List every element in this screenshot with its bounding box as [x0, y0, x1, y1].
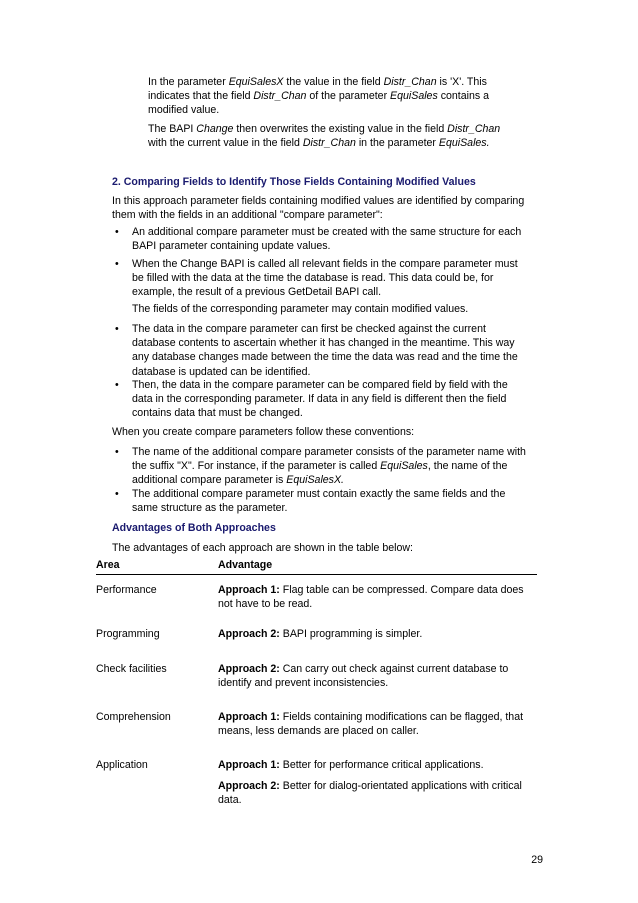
area-cell: Application — [96, 759, 148, 772]
column-header-area: Area — [96, 558, 218, 575]
list-item-text: An additional compare parameter must be created with the same structure for each BAPI parameter containing update values. — [132, 226, 522, 253]
approach-label: Approach 2: — [218, 779, 280, 792]
approach-label: Approach 1: — [218, 584, 280, 596]
advantage-entry — [218, 627, 537, 641]
text-run: of the parameter — [306, 90, 391, 103]
list-item-text: The data in the compare parameter can first be checked against the current database contents to ascertain whether it has changed in the meantime. This way any database changes made between the time the data was read and the time the database is updated can be identified. — [132, 323, 518, 378]
italic-term: EquiSales — [380, 460, 428, 473]
section-heading: 2. Comparing Fields to Identify Those Fields Containing Modified Values — [112, 176, 476, 188]
text-run: the value in the field — [283, 76, 384, 88]
table-row — [96, 702, 537, 750]
italic-term: Change — [196, 123, 234, 135]
italic-term: Distr_Chan — [447, 123, 501, 135]
bullet-icon: • — [115, 323, 119, 335]
advantage-text: Flag table can be compressed. Compare data does not have to be read. — [218, 584, 524, 611]
approach-label: Approach 2: — [218, 628, 280, 641]
text-run: In the parameter — [148, 76, 229, 88]
bullet-icon: • — [115, 446, 119, 458]
advantage-cell — [218, 621, 537, 653]
text-run: The name of the additional compare parameter consists of the parameter name with the suffix "X". For instance, if the parameter is called — [132, 446, 526, 473]
advantage-entry — [218, 583, 537, 611]
italic-term: EquiSales — [390, 90, 438, 103]
advantage-text: Better for dialog-orientated applications with critical data. — [218, 779, 522, 806]
bullet-icon: • — [115, 379, 119, 391]
italic-term: Distr_Chan — [302, 137, 356, 150]
advantage-text: Fields containing modifications can be flagged, that means, less demands are placed on caller. — [218, 711, 524, 738]
text-run: The BAPI — [148, 123, 197, 135]
table-row — [96, 750, 537, 819]
column-header-advantage: Advantage — [218, 558, 537, 575]
table-header-row — [96, 558, 537, 575]
advantages-table-body — [96, 575, 537, 820]
table-row — [96, 621, 537, 653]
intro-paragraph-1 — [148, 75, 520, 118]
table-row — [96, 654, 537, 702]
advantage-entry — [218, 710, 537, 738]
advantage-entry — [218, 779, 537, 807]
area-cell: Check facilities — [96, 662, 167, 675]
section-intro: In this approach parameter fields containing modified values are identified by comparing them with the fields in an additional "compare parameter": — [112, 195, 525, 222]
bullet-icon: • — [115, 226, 119, 238]
list-item-text: Then, the data in the compare parameter can be compared field by field with the data in the corresponding parameter. If data in any field is different then the field contains data that must be changed. — [132, 379, 508, 420]
advantage-cell — [218, 702, 537, 750]
advantages-intro: The advantages of each approach are shown in the table below: — [112, 542, 413, 554]
bullet-icon: • — [115, 488, 119, 500]
approach-label: Approach 1: — [218, 711, 280, 724]
advantage-text: Can carry out check against current database to identify and prevent inconsistencies. — [218, 662, 509, 689]
intro-paragraph-2 — [148, 122, 520, 150]
bullet-note: The fields of the corresponding parameter may contain modified values. — [132, 303, 469, 315]
italic-term: EquiSalesX — [228, 76, 284, 88]
table-row — [96, 575, 537, 622]
area-cell: Programming — [96, 628, 160, 641]
approach-label: Approach 1: — [218, 759, 280, 772]
advantage-cell — [218, 750, 537, 819]
page-number: 29 — [531, 854, 543, 866]
advantages-heading: Advantages of Both Approaches — [112, 522, 276, 534]
advantage-cell — [218, 654, 537, 702]
text-run: , the name of the additional compare parameter is — [132, 460, 508, 487]
text-run: in the parameter — [355, 137, 439, 150]
italic-term: EquiSales. — [438, 137, 490, 150]
italic-term: EquiSalesX. — [286, 474, 344, 487]
italic-term: Distr_Chan — [383, 76, 437, 88]
text-run: with the current value in the field — [148, 137, 303, 150]
text-run: contains a modified value. — [148, 90, 489, 117]
approach-label: Approach 2: — [218, 662, 280, 675]
list-item-text: When the Change BAPI is called all relevant fields in the compare parameter must be filled with the data at the time the database is read. This data could be, for example, the result of a previous GetDetail BAPI call. — [132, 258, 518, 299]
list-item-text — [132, 445, 530, 488]
list-item-text: The additional compare parameter must contain exactly the same fields and the same structure as the parameter. — [132, 488, 506, 515]
advantages-table — [96, 558, 537, 819]
advantage-text: Better for performance critical applications. — [279, 759, 484, 772]
text-run: then overwrites the existing value in the field — [233, 123, 448, 135]
advantage-text: BAPI programming is simpler. — [279, 628, 423, 641]
italic-term: Distr_Chan — [253, 90, 307, 103]
text-run: is 'X'. This indicates that the field — [148, 76, 487, 103]
bullet-icon: • — [115, 258, 119, 270]
advantage-entry — [218, 758, 537, 772]
advantage-entry — [218, 662, 537, 690]
conventions-intro: When you create compare parameters follow these conventions: — [112, 426, 415, 438]
area-cell: Performance — [96, 584, 157, 596]
advantage-cell — [218, 575, 537, 622]
area-cell: Comprehension — [96, 711, 171, 724]
